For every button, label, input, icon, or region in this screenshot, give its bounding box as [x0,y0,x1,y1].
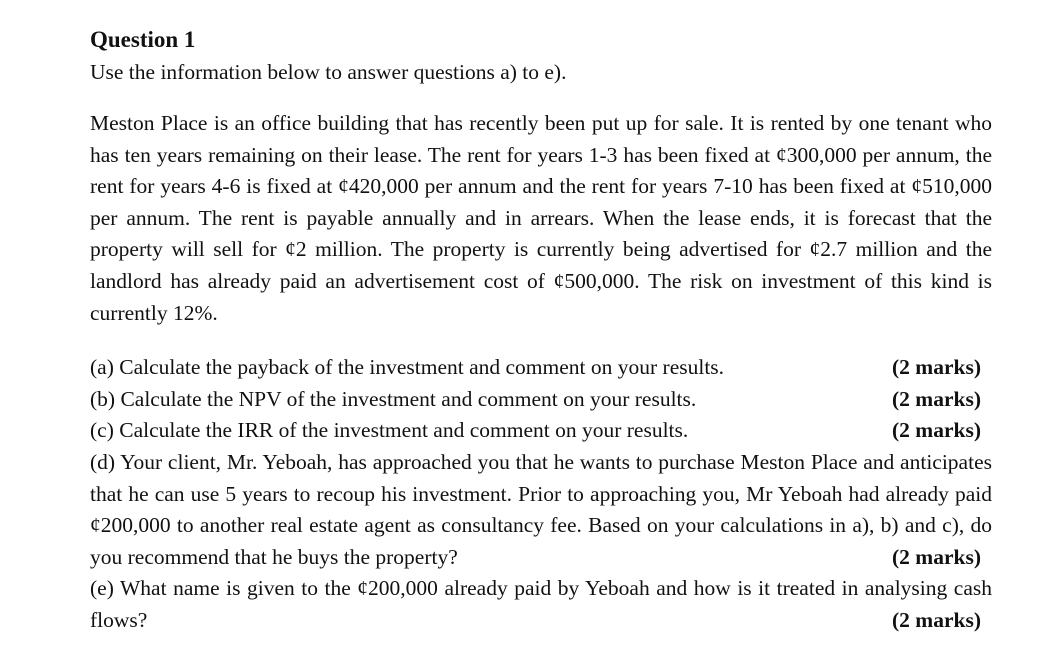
question-text: (d) Your client, Mr. Yeboah, has approached you that he wants to purchase Meston Place and anticipates that he can use 5 years to recoup his investment. Prior to approaching you, Mr Yeboah had already paid ¢200,000 to another real estate agent as consultancy fee. Based on your calculations in a), b) and c), do you recommend that he buys the property? [90,449,992,569]
question-item-c [90,415,992,447]
marks-label: (2 marks) [892,355,981,380]
question-text: (a) Calculate the payback of the investment and comment on your results. [90,355,725,380]
document [90,24,992,637]
instructions: Use the information below to answer questions a) to e). [90,60,567,84]
question-text: (e) What name is given to the ¢200,000 already paid by Yeboah and how is it treated in analysing cash flows? [90,576,992,632]
scenario-paragraph: Meston Place is an office building that has recently been put up for sale. It is rented by one tenant who has ten years remaining on their lease. The rent for years 1-3 has been fixed at ¢300,000 per annum, the rent for years 4-6 is fixed at ¢420,000 per annum and the rent for years 7-10 has been fixed at ¢510,000 per annum. The rent is payable annually and in arrears. When the lease ends, it is forecast that the property will sell for ¢2 million. The property is currently being advertised for ¢2.7 million and the landlord has already paid an advertisement cost of ¢500,000. The risk on investment of this kind is currently 12%. [90,111,992,325]
marks-label: (2 marks) [892,544,981,569]
question-heading: Question 1 [90,27,196,52]
question-list [90,352,992,636]
question-text: (c) Calculate the IRR of the investment and comment on your results. [90,418,689,443]
marks-label: (2 marks) [892,607,981,632]
marks-label: (2 marks) [892,418,981,443]
question-item-d [90,447,992,573]
question-item-e [90,573,992,636]
marks-label: (2 marks) [892,386,981,411]
question-text: (b) Calculate the NPV of the investment and comment on your results. [90,386,697,411]
question-item-a [90,352,992,384]
question-item-b [90,384,992,416]
